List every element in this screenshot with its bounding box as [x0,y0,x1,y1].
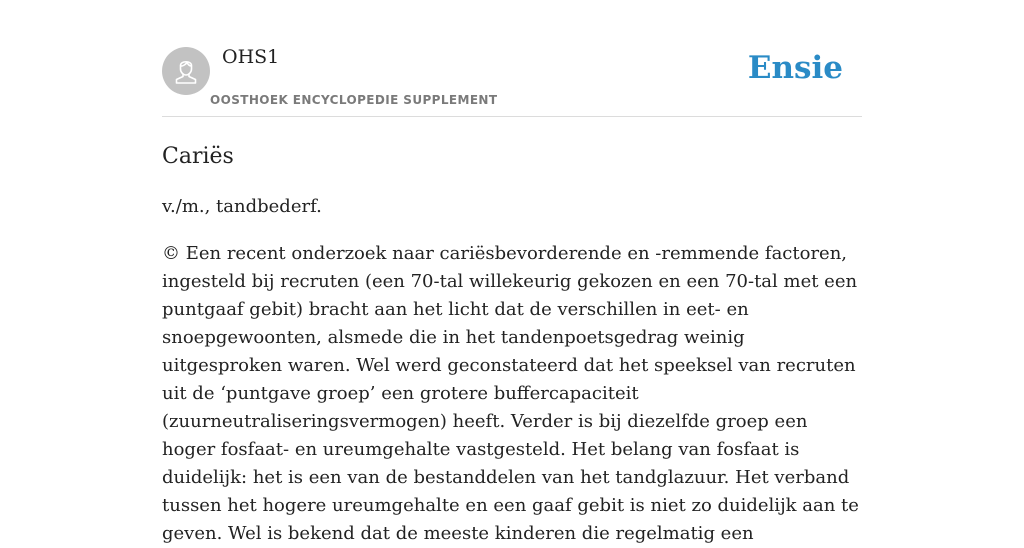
author-name[interactable]: OHS1 [222,46,280,68]
source-label[interactable]: OOSTHOEK ENCYCLOPEDIE SUPPLEMENT [210,93,498,107]
definition-text: v./m., tandbederf. [162,196,322,217]
content-container [162,0,862,548]
avatar[interactable] [162,47,210,95]
page-title: Cariës [162,144,234,169]
user-silhouette-icon [171,56,201,86]
brand-logo[interactable]: Ensie [747,50,843,86]
article-body: © Een recent onderzoek naar cariësbevorderende en -remmende factoren, ingesteld bij recruten (een 70-tal willekeurig gekozen en een 70-tal met een puntgaaf gebit) bracht aan het licht dat de verschillen in eet- en snoepgewoonten, alsmede die in het tandenpoetsgedrag weinig uitgesproken waren. Wel werd geconstateerd dat het speeksel van recruten uit de ‘puntgave groep’ een grotere buffercapaciteit (zuurneutraliseringsvermogen) heeft. Verder is bij diezelfde groep een hoger fosfaat- en ureumgehalte vastgesteld. Het belang van fosfaat is duidelijk: het is een van de bestanddelen van het tandglazuur. Het verband tussen het hogere ureumgehalte en een gaaf gebit is niet zo duidelijk aan te geven. Wel is bekend dat de meeste kinderen die regelmatig een [162,243,859,544]
header [162,0,862,117]
